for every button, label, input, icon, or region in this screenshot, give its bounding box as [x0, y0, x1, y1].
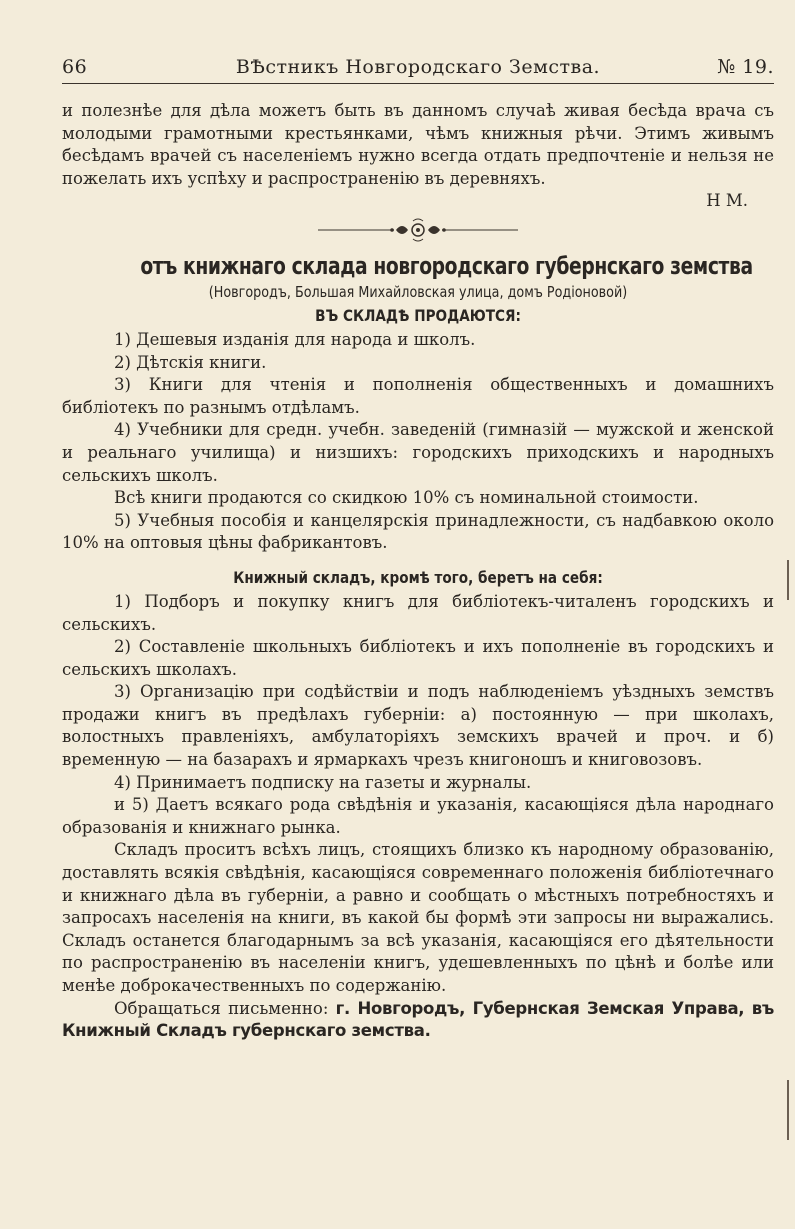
contact-paragraph: [62, 998, 774, 1043]
service-item: 2) Составленіе школьныхъ библіотекъ и ихъ пополненіе въ городскихъ и сельскихъ школахъ.: [62, 637, 774, 679]
list-item: 4) Учебники для средн. учебн. заведеній (гимназій — мужской и женской и реальнаго училища) и низшихъ: городскихъ приходскихъ и народныхъ сельскихъ школъ.: [62, 420, 774, 485]
page-body: [62, 100, 774, 1043]
service-item: 1) Подборъ и покупку книгъ для библіотекъ-читаленъ городскихъ и сельскихъ.: [62, 591, 774, 634]
contact-address: г. Новгородъ, Губернская Земская Управа, въ Книжный Складъ губернскаго земства.: [62, 998, 774, 1041]
discount-note: Всѣ книги продаются со скидкою 10% съ номинальной стоимости.: [114, 488, 699, 508]
page-number: 66: [62, 56, 88, 78]
notice-subheading: ВЪ СКЛАДѢ ПРОДАЮТСЯ:: [315, 305, 521, 325]
service-item: 3) Организацію при содѣйствіи и подъ наблюденіемъ уѣздныхъ земствъ продажи книгъ въ предѣлахъ губерніи: а) постоянную — при школахъ, волостныхъ правленіяхъ, амбулаторіяхъ земскихъ врачей и проч. и б) временную — на базарахъ и ярмаркахъ чрезъ книгоношъ и книговозовъ.: [62, 682, 774, 770]
request-paragraph: Складъ проситъ всѣхъ лицъ, стоящихъ близко къ народному образованію, доставлять всякія свѣдѣнія, касающіяся современнаго положенія библіотечнаго и книжнаго дѣла въ губерніи, а равно и сообщать о мѣстныхъ потребностяхъ и запросахъ населенія на книги, въ какой бы формѣ эти запросы ни выражались. Складъ останется благодарнымъ за всѣ указанія, касающіяся его дѣятельности по распространенію въ населеніи книгъ, удешевленныхъ по цѣнѣ и болѣе или менѣе доброкачественныхъ по содержанію.: [62, 840, 774, 995]
margin-mark: [787, 560, 789, 600]
list-item: 3) Книги для чтенія и пополненія общественныхъ и домашнихъ библіотекъ по разнымъ отдѣламъ.: [62, 375, 774, 417]
ornament-divider: [62, 217, 774, 243]
running-header: [62, 56, 774, 86]
list-item: 1) Дешевыя изданія для народа и школъ.: [114, 329, 476, 349]
services-subheading: Книжный складъ, кромѣ того, беретъ на себя:: [233, 567, 603, 587]
service-item: 4) Принимаетъ подписку на газеты и журналы.: [114, 772, 532, 792]
notice-address: (Новгородъ, Большая Михайловская улица, домъ Родіоновой): [208, 282, 628, 301]
header-rule: [62, 83, 774, 84]
margin-mark: [787, 1080, 789, 1140]
signature: Н М.: [706, 191, 748, 211]
notice-heading: отъ книжнаго склада новгородскаго губернскаго земства: [140, 251, 753, 280]
list-item: 2) Дѣтскія книги.: [114, 352, 267, 372]
contact-prefix: Обращаться письменно:: [114, 998, 329, 1018]
journal-title: ВѢстникъ Новгородскаго Земства.: [235, 56, 601, 78]
list-item: 5) Учебныя пособія и канцелярскія принадлежности, съ надбавкою около 10% на оптовыя цѣны фабрикантовъ.: [62, 510, 774, 553]
issue-number: № 19.: [717, 56, 774, 78]
intro-paragraph: и полезнѣе для дѣла можетъ быть въ данномъ случаѣ живая бесѣда врача съ молодыми грамотными крестьянками, чѣмъ книжныя рѣчи. Этимъ живымъ бесѣдамъ врачей съ населеніемъ нужно всегда отдать предпочтеніе и нельзя не пожелать ихъ успѣху и распространенію въ деревняхъ.: [62, 101, 774, 188]
service-item: и 5) Даетъ всякаго рода свѣдѣнія и указанія, касающіяся дѣла народнаго образованія и книжнаго рынка.: [62, 795, 774, 837]
